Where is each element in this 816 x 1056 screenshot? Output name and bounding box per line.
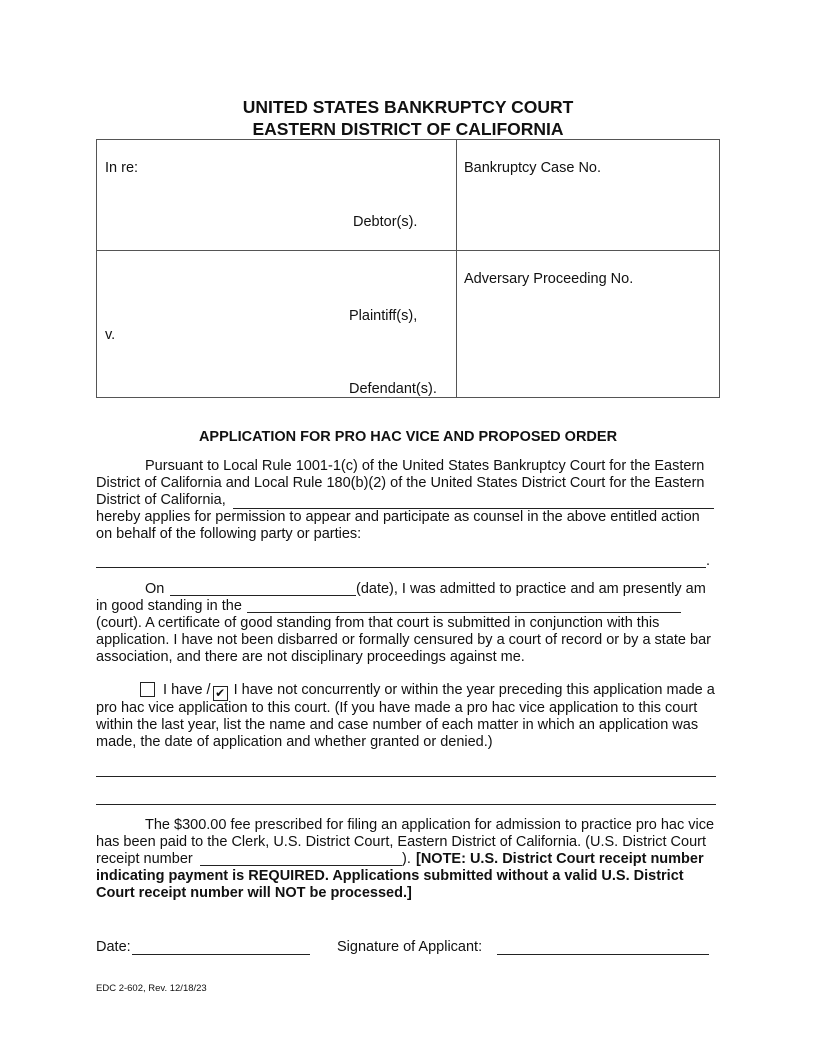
para1-line2: District of California and Local Rule 180(b)(2) of the United States District Court for the Eastern [96, 475, 705, 491]
para1-line1: Pursuant to Local Rule 1001-1(c) of the United States Bankruptcy Court for the Eastern [145, 458, 705, 474]
date-blank[interactable] [132, 954, 310, 955]
para3-line1-end: I have not concurrently or within the year preceding this application made a [233, 682, 715, 698]
para3-line2: pro hac vice application to this court. (If you have made a pro hac vice application to this court [96, 700, 698, 716]
para1-line4: hereby applies for permission to appear and participate as counsel in the above entitled action [96, 509, 700, 525]
in-re-label: In re: [105, 160, 139, 176]
i-have-label: I have / [163, 682, 211, 698]
signature-label: Signature of Applicant: [337, 939, 483, 955]
para4-line1: The $300.00 fee prescribed for filing an application for admission to practice pro hac vice [145, 817, 715, 833]
admission-date-blank[interactable] [170, 595, 356, 596]
admitting-court-blank[interactable] [247, 612, 681, 613]
caption-box [96, 139, 720, 398]
para1-line5: on behalf of the following party or parties: [96, 526, 362, 542]
para1-line3: District of California, [96, 492, 226, 508]
para4-line3-start: receipt number [96, 851, 193, 867]
caption-divider-vertical [456, 140, 457, 397]
para2-line5: association, and there are not disciplinary proceedings against me. [96, 649, 525, 665]
para3-line4: made, the date of application and whether granted or denied.) [96, 734, 493, 750]
bankruptcy-case-no-label: Bankruptcy Case No. [464, 160, 602, 176]
para2-line4: application. I have not been disbarred or formally censured by a court of record or by a state bar [96, 632, 711, 648]
para2-line3: (court). A certificate of good standing from that court is submitted in conjunction with this [96, 615, 660, 631]
versus-label: v. [105, 327, 116, 343]
signature-blank[interactable] [497, 954, 709, 955]
debtor-label: Debtor(s). [353, 214, 418, 230]
court-district: EASTERN DISTRICT OF CALIFORNIA [252, 119, 564, 139]
prior-applications-blank-2[interactable] [96, 804, 716, 805]
form-number: EDC 2-602, Rev. 12/18/23 [96, 983, 207, 994]
prior-applications-blank-1[interactable] [96, 776, 716, 777]
para2-on: On [145, 581, 165, 597]
note-line2: indicating payment is REQUIRED. Applications submitted without a valid U.S. District [96, 868, 684, 884]
defendant-label: Defendant(s). [349, 381, 437, 397]
document-title: APPLICATION FOR PRO HAC VICE AND PROPOSED ORDER [198, 429, 618, 445]
para3-line3: within the last year, list the name and case number of each matter in which an application was [96, 717, 699, 733]
para2-line2: in good standing in the [96, 598, 242, 614]
caption-divider-horizontal [97, 250, 719, 251]
note-line3: Court receipt number will NOT be processed.] [96, 885, 412, 901]
para4-line3-mid: ). [402, 851, 411, 867]
date-label: Date: [96, 939, 131, 955]
party-line-period: . [706, 553, 711, 569]
note-line1: [NOTE: U.S. District Court receipt number [416, 851, 704, 867]
para2-line1-end: (date), I was admitted to practice and am presently am [356, 581, 706, 597]
check-mark-icon: ✔ [215, 686, 226, 700]
receipt-number-blank[interactable] [200, 865, 402, 866]
adversary-no-label: Adversary Proceeding No. [464, 271, 634, 287]
i-have-checkbox[interactable] [140, 682, 155, 697]
plaintiff-label: Plaintiff(s), [349, 308, 418, 324]
para4-line2: has been paid to the Clerk, U.S. District Court, Eastern District of California. (U.S. District Court [96, 834, 707, 850]
i-have-not-checkbox[interactable] [213, 686, 228, 701]
party-name-blank[interactable] [96, 567, 706, 568]
court-name: UNITED STATES BANKRUPTCY COURT [242, 97, 574, 117]
